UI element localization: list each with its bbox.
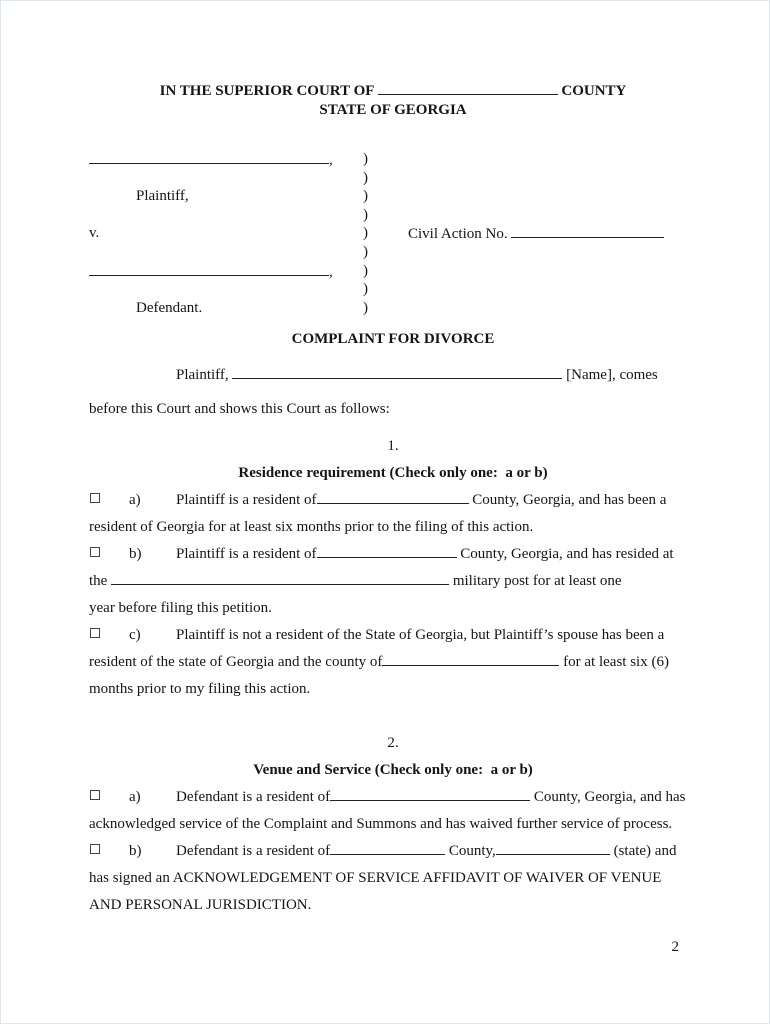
checkbox-cell — [89, 784, 129, 811]
fill-in-blank[interactable] — [317, 490, 469, 504]
text-run: resident of the state of Georgia and the county of — [89, 654, 383, 671]
text-line — [89, 514, 697, 541]
text-run: has signed an ACKNOWLEDGEMENT OF SERVICE AFFIDAVIT OF WAIVER OF VENUE — [89, 870, 662, 887]
text-line — [89, 487, 697, 514]
section-2-heading: Venue and Service (Check only one: a or b) — [253, 762, 533, 779]
fill-in-blank[interactable] — [330, 787, 530, 801]
text-run: months prior to my filing this action. — [89, 681, 311, 698]
item-letter: a) — [129, 789, 141, 806]
text-run: AND PERSONAL JURISDICTION. — [89, 897, 312, 914]
document-title: COMPLAINT FOR DIVORCE — [291, 331, 495, 348]
intro-pre: Plaintiff, — [176, 367, 233, 384]
paren: ) — [363, 225, 368, 242]
item-1c — [89, 622, 697, 703]
text-line — [89, 649, 697, 676]
paren: ) — [363, 299, 368, 316]
checkbox[interactable] — [90, 547, 100, 557]
case-caption — [89, 150, 697, 317]
text-run: resident of Georgia for at least six months prior to the filing of this action. — [89, 519, 534, 536]
fill-in-blank[interactable] — [496, 841, 610, 855]
text-run: County, — [445, 843, 496, 860]
paren: ) — [363, 243, 368, 260]
paren-column — [363, 150, 383, 317]
text-line — [89, 811, 697, 838]
caption-parties — [89, 150, 363, 317]
text-line — [89, 892, 697, 919]
court-name-line — [89, 81, 697, 101]
court-line-pre: IN THE SUPERIOR COURT OF — [159, 83, 378, 99]
fill-in-blank[interactable] — [330, 841, 445, 855]
item-letter: c) — [129, 627, 141, 644]
item-letter: b) — [129, 843, 142, 860]
county-blank[interactable] — [378, 81, 558, 95]
text-run: year before filing this petition. — [89, 600, 272, 617]
text-run: the — [89, 573, 112, 590]
text-run: County, Georgia, and has been a — [468, 492, 667, 509]
text-run: (state) and — [609, 843, 677, 860]
item-letter: a) — [129, 492, 141, 509]
checkbox[interactable] — [90, 844, 100, 854]
checkbox[interactable] — [90, 493, 100, 503]
item-letter: b) — [129, 546, 142, 563]
section-1-heading: Residence requirement (Check only one: a or b) — [238, 465, 548, 482]
versus: v. — [89, 225, 100, 242]
court-line-post: COUNTY — [557, 83, 627, 99]
paren: ) — [363, 188, 368, 205]
intro-paragraph — [89, 358, 697, 426]
comma: , — [329, 263, 333, 280]
text-line — [89, 541, 697, 568]
defendant-label: Defendant. — [136, 299, 203, 316]
civil-action-label: Civil Action No. — [408, 226, 512, 243]
fill-in-blank[interactable] — [111, 571, 449, 585]
text-run: Plaintiff is a resident of — [176, 492, 317, 509]
document-page — [1, 1, 769, 1023]
civil-action-blank[interactable] — [511, 224, 664, 238]
plaintiff-fullname-blank[interactable] — [232, 365, 562, 379]
text-run: acknowledged service of the Complaint and Summons and has waived further service of process. — [89, 816, 673, 833]
checkbox-cell — [89, 622, 129, 649]
paren: ) — [363, 281, 368, 298]
text-line — [89, 622, 697, 649]
court-header — [89, 81, 697, 120]
civil-action-block — [383, 150, 697, 317]
section-2 — [89, 730, 697, 919]
text-run: for at least six (6) — [559, 654, 669, 671]
civil-action-line — [408, 224, 697, 243]
comma: , — [329, 152, 333, 168]
section-1 — [89, 433, 697, 703]
fill-in-blank[interactable] — [317, 544, 457, 558]
intro-line-2: before this Court and shows this Court as follows: — [89, 401, 390, 418]
paren: ) — [363, 206, 368, 223]
text-line — [89, 838, 697, 865]
text-run: military post for at least one — [449, 573, 622, 590]
text-run: Plaintiff is not a resident of the State of Georgia, but Plaintiff’s spouse has been a — [176, 627, 665, 644]
checkbox[interactable] — [90, 628, 100, 638]
plaintiff-label: Plaintiff, — [136, 188, 189, 205]
checkbox[interactable] — [90, 790, 100, 800]
text-line — [89, 568, 697, 595]
text-line — [89, 865, 697, 892]
defendant-name-line — [89, 262, 363, 281]
text-line — [89, 784, 697, 811]
state-line: STATE OF GEORGIA — [319, 102, 467, 118]
text-run: Defendant is a resident of — [176, 789, 331, 806]
checkbox-cell — [89, 838, 129, 865]
checkbox-cell — [89, 541, 129, 568]
item-1a — [89, 487, 697, 541]
page-number: 2 — [671, 939, 679, 955]
text-run: Defendant is a resident of — [176, 843, 331, 860]
plaintiff-name-line — [89, 150, 363, 169]
text-run: County, Georgia, and has — [530, 789, 686, 806]
item-2b — [89, 838, 697, 919]
section-1-number: 1. — [387, 438, 399, 455]
defendant-name-blank[interactable] — [89, 262, 329, 276]
checkbox-cell — [89, 487, 129, 514]
intro-post: [Name], comes — [562, 367, 658, 384]
plaintiff-name-blank[interactable] — [89, 150, 329, 164]
item-2a — [89, 784, 697, 838]
text-run: County, Georgia, and has resided at — [456, 546, 674, 563]
fill-in-blank[interactable] — [382, 652, 559, 666]
paren: ) — [363, 262, 368, 279]
text-run: Plaintiff is a resident of — [176, 546, 317, 563]
paren: ) — [363, 151, 368, 167]
text-line — [89, 595, 697, 622]
item-1b — [89, 541, 697, 622]
section-2-number: 2. — [387, 735, 399, 752]
intro-line-1 — [89, 358, 697, 392]
paren: ) — [363, 169, 368, 186]
text-line — [89, 676, 697, 703]
